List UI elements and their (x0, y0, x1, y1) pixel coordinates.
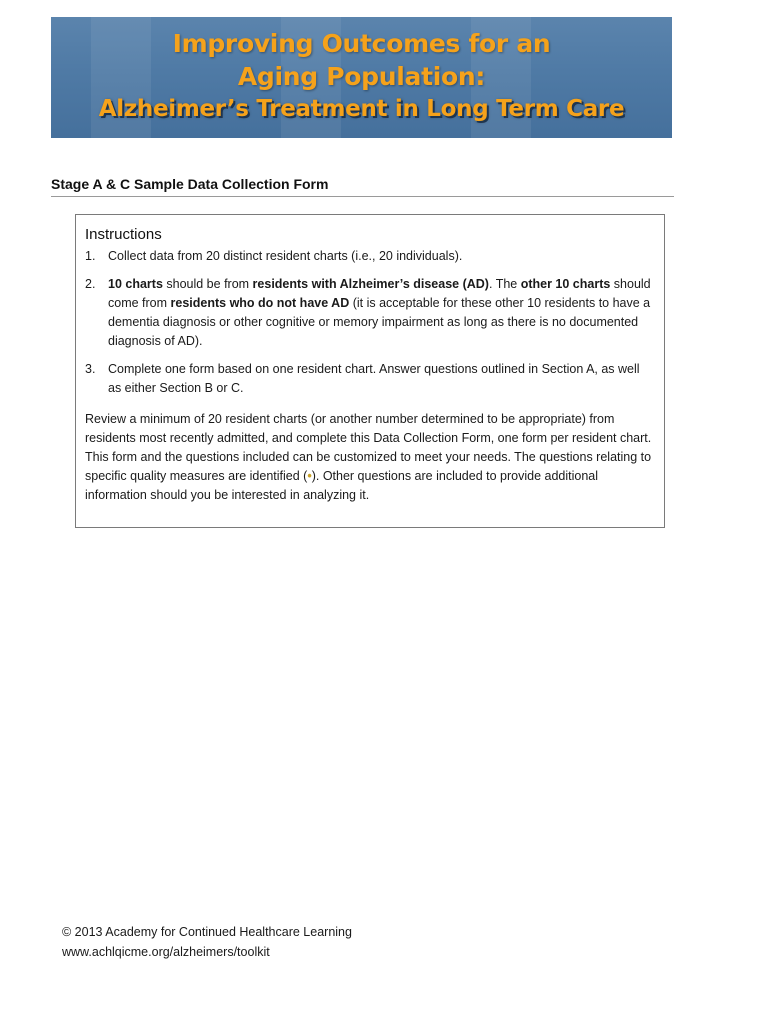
list-item-text: should be from (162, 277, 253, 291)
banner-title-line-1: Improving Outcomes for an (172, 29, 551, 58)
review-paragraph (85, 410, 652, 505)
copyright-text: © 2013 Academy for Continued Healthcare Learning (62, 925, 352, 939)
instructions-list (85, 247, 652, 398)
list-item-number: 2. (85, 277, 96, 291)
emphasis-text: residents with Alzheimer’s disease (AD) (252, 277, 489, 291)
list-item (85, 360, 652, 398)
banner-title-line-2: Aging Population: (237, 62, 486, 91)
section-heading: Stage A & C Sample Data Collection Form (51, 176, 329, 192)
list-item-text: (it is acceptable for these other 10 residents to have a dementia diagnosis or other cognitive or memory impairment as long as there is no documented diagnosis of AD). (108, 296, 651, 348)
list-item-text: . The (488, 277, 521, 291)
banner-title-line-3: Alzheimer’s Treatment in Long Term Care (98, 96, 625, 122)
list-item-number: 1. (85, 249, 96, 263)
footer (62, 922, 352, 962)
list-item-text: Complete one form based on one resident chart. Answer questions outlined in Section A, as well as either Section B or C. (108, 362, 640, 395)
instructions-box (75, 214, 665, 528)
emphasis-text: other 10 charts (520, 277, 611, 291)
heading-divider (51, 196, 674, 197)
emphasis-text: residents who do not have AD (170, 296, 350, 310)
review-text: ). Other questions are included to provide additional information should you be interested in analyzing it. (85, 469, 599, 502)
list-item-text: Collect data from 20 distinct resident charts (i.e., 20 individuals). (108, 249, 463, 263)
emphasis-text: 10 charts (108, 277, 163, 291)
list-item (85, 247, 652, 266)
quality-measure-bullet-icon: • (307, 469, 312, 483)
list-item (85, 275, 652, 351)
header-banner (51, 17, 672, 138)
list-item-number: 3. (85, 362, 96, 376)
list-item-text: should come from (108, 277, 651, 310)
footer-url: www.achlqicme.org/alzheimers/toolkit (62, 945, 270, 959)
review-text: Review a minimum of 20 resident charts (or another number determined to be appropriate) from residents most recently admitted, and complete this Data Collection Form, one form per resident chart. This form and the questions included can be customized to meet your needs. The questions relating to specific quality measures are identified ( (85, 412, 652, 483)
instructions-title: Instructions (85, 226, 162, 243)
banner-title (51, 27, 672, 126)
